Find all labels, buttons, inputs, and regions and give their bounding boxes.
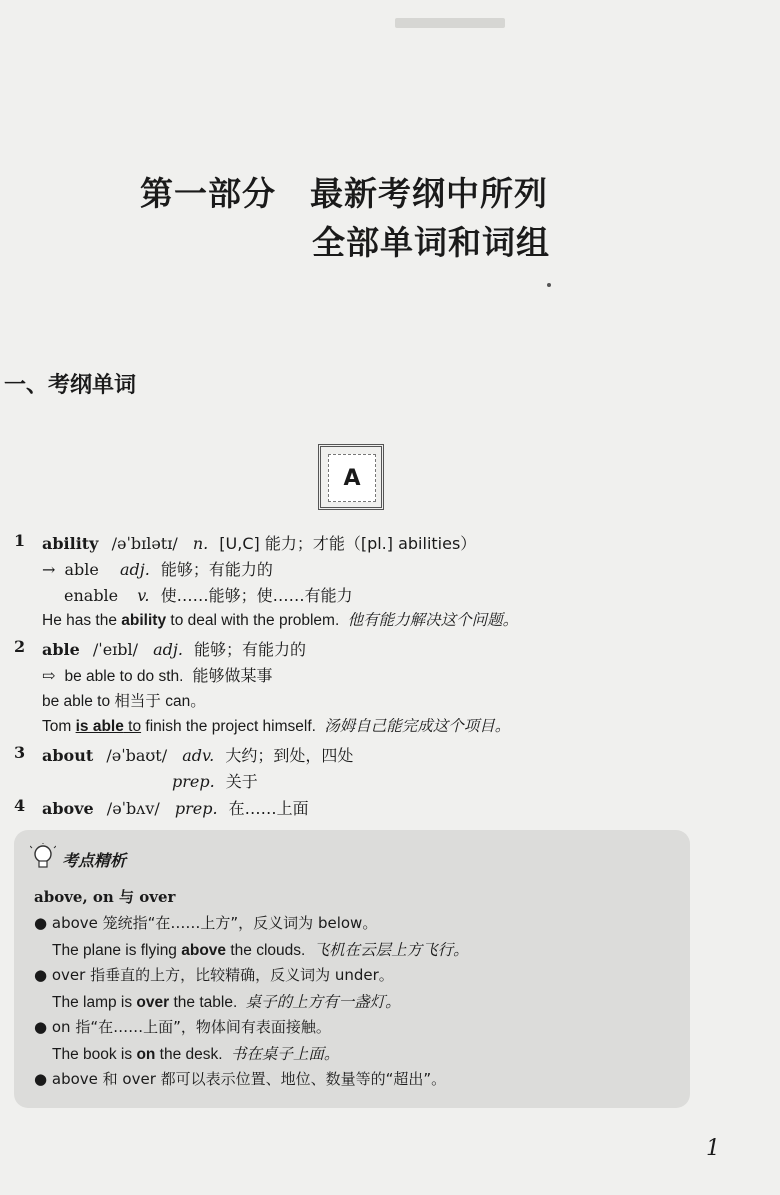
headword: about xyxy=(42,746,94,765)
headword: able xyxy=(42,640,80,659)
part-of-speech: v. xyxy=(137,586,150,605)
ink-dot xyxy=(547,283,551,287)
note-example xyxy=(52,990,401,1012)
example-keyword-tail: to xyxy=(123,718,142,735)
part-of-speech: adj. xyxy=(153,640,183,659)
secondary-meaning xyxy=(172,769,258,792)
meaning: 大约；到处，四处 xyxy=(225,746,354,765)
note-item-text: over 指垂直的上方，比较精确，反义词为 under。 xyxy=(51,966,394,984)
bullet-icon: ● xyxy=(34,966,48,984)
example-translation: 飞机在云层上方飞行。 xyxy=(313,941,469,959)
bullet-icon: ● xyxy=(34,1018,48,1036)
entry-headline xyxy=(42,637,306,660)
note-item xyxy=(34,912,377,933)
entry-number: 1 xyxy=(14,531,26,550)
example-text: the clouds. xyxy=(226,942,306,959)
note-item-text: above 和 over 都可以表示位置、地位、数量等的“超出”。 xyxy=(51,1070,447,1088)
meaning: 能够；有能力的 xyxy=(160,560,273,579)
phonetic: /ˈeɪbl/ xyxy=(92,640,139,659)
bullet-icon: ● xyxy=(34,1070,48,1088)
phonetic: /əˈbaʊt/ xyxy=(106,746,168,765)
derived-word xyxy=(64,583,353,606)
section-title: 一、考纲单词 xyxy=(4,373,137,398)
example-keyword: on xyxy=(136,1046,156,1063)
note-example xyxy=(52,938,469,960)
note-item xyxy=(34,1016,331,1037)
letter-box xyxy=(318,444,384,510)
meaning: 在……上面 xyxy=(228,799,309,818)
part-of-speech: adv. xyxy=(182,746,215,765)
meaning: 使……能够；使……有能力 xyxy=(160,586,353,605)
phrase-meaning: 能够做某事 xyxy=(192,666,273,685)
example-text: The lamp is xyxy=(52,994,137,1011)
entry-headline xyxy=(42,531,476,554)
phrase-text: be able to do sth. xyxy=(64,668,184,685)
entry-number: 4 xyxy=(14,796,26,815)
part-title-line2: 全部单词和词组 xyxy=(312,223,550,262)
header-bleed-mark xyxy=(395,18,505,28)
entry-headline xyxy=(42,743,353,766)
lightbulb-icon xyxy=(30,843,56,873)
note-item-text: above 笼统指“在……上方”，反义词为 below。 xyxy=(51,914,378,932)
example-text: the table. xyxy=(169,994,238,1011)
phonetic: /əˈbʌv/ xyxy=(106,799,160,818)
part-title-line1: 第一部分 最新考纲中所列 xyxy=(140,174,548,213)
note-title: 考点精析 xyxy=(62,851,127,870)
example-text: The plane is flying xyxy=(52,942,182,959)
headword: above xyxy=(42,799,94,818)
meaning: 关于 xyxy=(225,772,258,791)
note-item xyxy=(34,964,394,985)
example-keyword: over xyxy=(136,994,170,1011)
example-text: Tom xyxy=(42,718,76,735)
note-item-text: on 指“在……上面”，物体间有表面接触。 xyxy=(51,1018,331,1036)
page-number: 1 xyxy=(706,1136,720,1161)
derived-word xyxy=(42,557,273,580)
letter-label: A xyxy=(328,454,376,502)
note-item xyxy=(34,1068,446,1089)
example-text: finish the project himself. xyxy=(141,718,316,735)
part-of-speech: prep. xyxy=(174,799,218,818)
example-text: the desk. xyxy=(155,1046,223,1063)
entry-number: 2 xyxy=(14,637,26,656)
example-translation: 桌子的上方有一盏灯。 xyxy=(245,993,401,1011)
phrase xyxy=(42,663,273,686)
arrow-icon: → xyxy=(42,560,56,579)
meaning: [U,C] 能力；才能（[pl.] abilities） xyxy=(219,534,477,553)
usage-note: be able to 相当于 can。 xyxy=(42,693,206,710)
example-text: to deal with the problem. xyxy=(166,612,340,629)
example-translation: 书在桌子上面。 xyxy=(230,1045,340,1063)
example-text: He has the xyxy=(42,612,122,629)
hollow-arrow-icon: ⇨ xyxy=(42,666,56,685)
entry-headline xyxy=(42,796,309,819)
derived-headword: enable xyxy=(64,586,119,605)
part-of-speech: adj. xyxy=(119,560,150,579)
example-translation: 他有能力解决这个问题。 xyxy=(347,611,519,629)
derived-headword: able xyxy=(64,560,99,579)
example-translation: 汤姆自己能完成这个项目。 xyxy=(324,717,511,735)
headword: ability xyxy=(42,534,99,553)
example-keyword: above xyxy=(181,942,227,959)
note-example xyxy=(52,1042,339,1064)
example-sentence xyxy=(42,608,518,630)
bullet-icon: ● xyxy=(34,914,48,932)
part-of-speech: prep. xyxy=(172,772,215,791)
example-keyword: ability xyxy=(121,612,167,629)
phonetic: /əˈbɪlətɪ/ xyxy=(111,534,178,553)
entry-number: 3 xyxy=(14,743,26,762)
example-text: The book is xyxy=(52,1046,137,1063)
meaning: 能够；有能力的 xyxy=(194,640,307,659)
note-subtitle: above, on 与 over xyxy=(34,888,176,906)
example-keyword: is able xyxy=(75,718,124,735)
example-sentence xyxy=(42,714,510,736)
part-of-speech: n. xyxy=(192,534,209,553)
